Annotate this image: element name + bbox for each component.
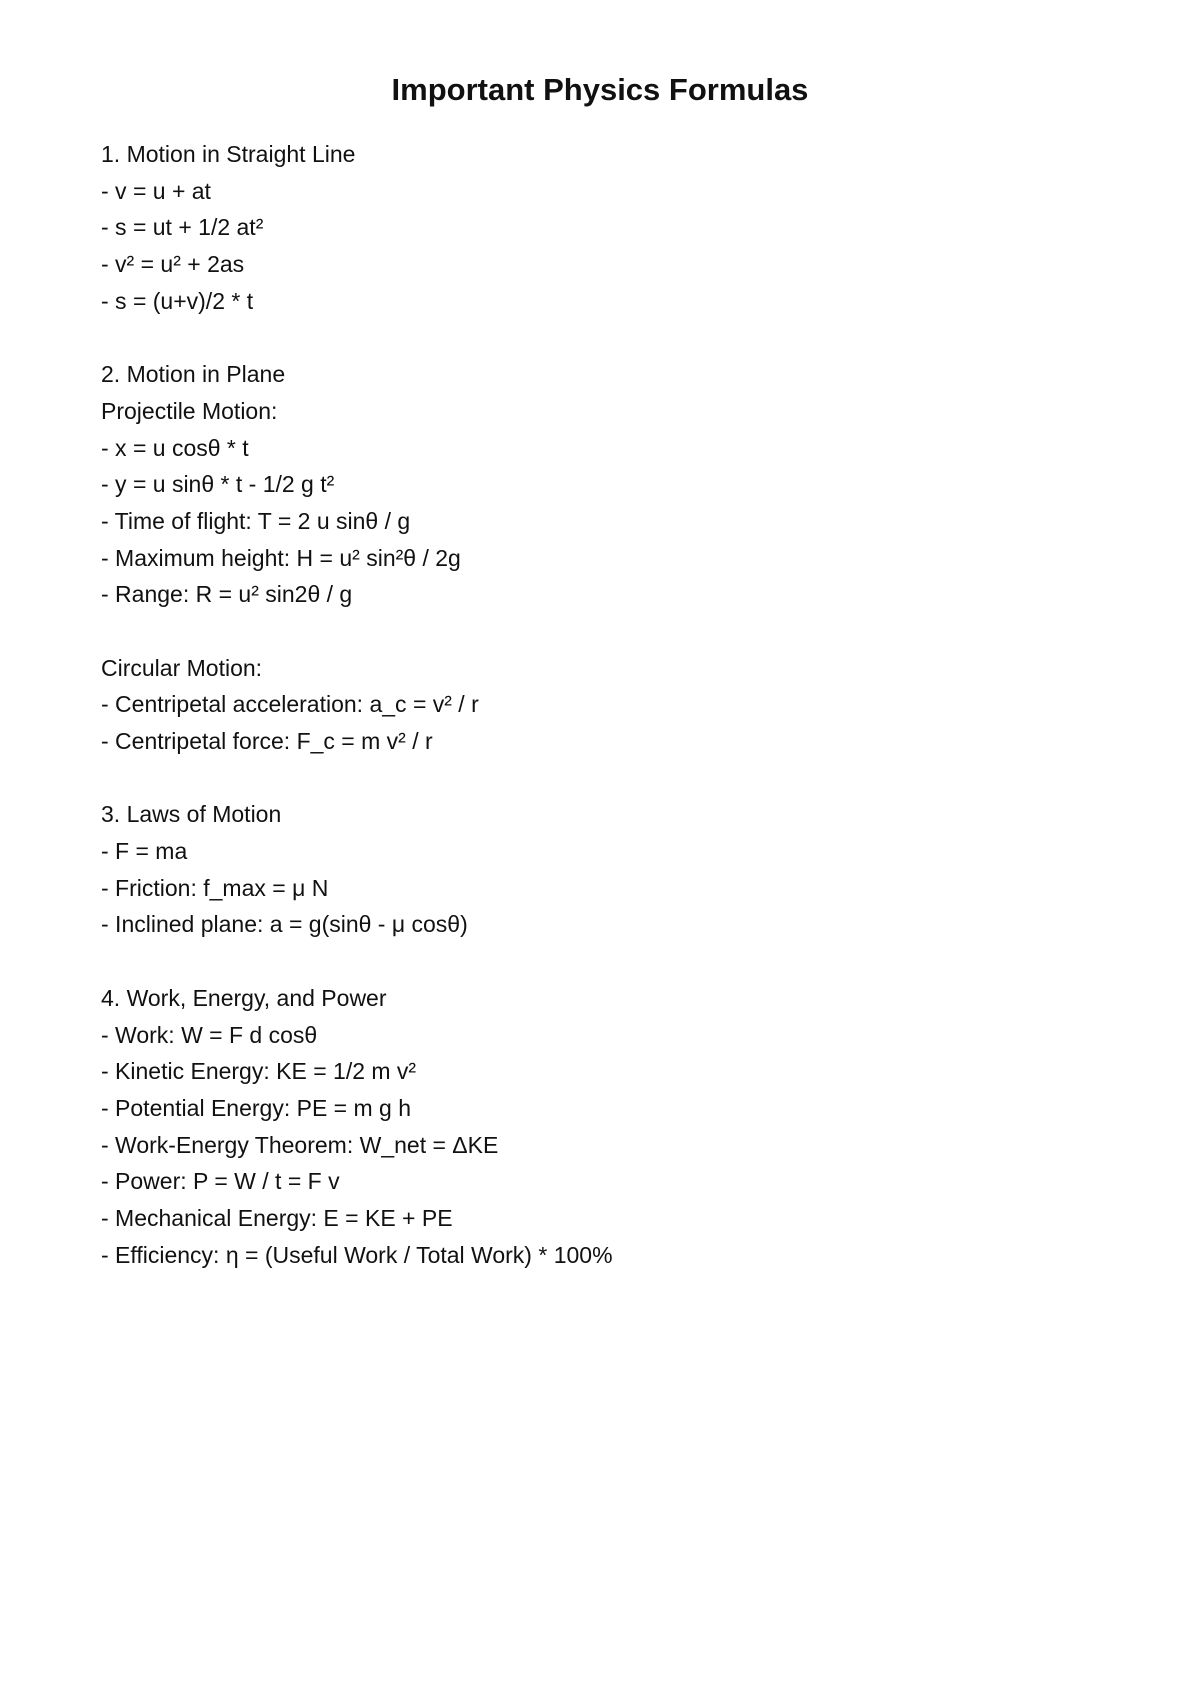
formula-line: - v = u + at: [101, 177, 211, 204]
formula-line: - Centripetal acceleration: a_c = v² / r: [101, 691, 479, 718]
blank-line: [101, 613, 1101, 650]
section-laws-of-motion: [101, 796, 1101, 943]
document-body: [101, 136, 1101, 1273]
blank-line: [101, 943, 1101, 980]
subsection-heading: Projectile Motion:: [101, 397, 278, 424]
formula-line: - Mechanical Energy: E = KE + PE: [101, 1204, 453, 1231]
formula-line: - s = (u+v)/2 * t: [101, 287, 254, 314]
section-heading: 2. Motion in Plane: [101, 361, 286, 388]
formula-line: - Friction: f_max = μ N: [101, 874, 329, 901]
section-motion-straight-line: [101, 136, 1101, 319]
page-title: Important Physics Formulas: [391, 72, 809, 107]
section-heading: 4. Work, Energy, and Power: [101, 984, 387, 1011]
formula-line: - s = ut + 1/2 at²: [101, 214, 264, 241]
formula-line: - Potential Energy: PE = m g h: [101, 1094, 412, 1121]
section-motion-in-plane: [101, 356, 1101, 760]
formula-line: - x = u cosθ * t: [101, 434, 249, 461]
formula-line: - Centripetal force: F_c = m v² / r: [101, 728, 433, 754]
formula-line: - Time of flight: T = 2 u sinθ / g: [101, 507, 411, 534]
formula-line: - y = u sinθ * t - 1/2 g t²: [101, 471, 335, 498]
formula-line: - F = ma: [101, 838, 188, 865]
subsection-heading: Circular Motion:: [101, 654, 263, 681]
formula-line: - Range: R = u² sin2θ / g: [101, 581, 353, 608]
section-heading: 1. Motion in Straight Line: [101, 141, 356, 167]
section-work-energy-power: [101, 980, 1101, 1274]
formula-line: - Power: P = W / t = F v: [101, 1168, 340, 1195]
blank-line: [101, 319, 1101, 356]
formula-line: - Kinetic Energy: KE = 1/2 m v²: [101, 1058, 417, 1085]
formula-line: - Work: W = F d cosθ: [101, 1021, 318, 1048]
section-heading: 3. Laws of Motion: [101, 801, 282, 828]
blank-line: [101, 760, 1101, 797]
formula-line: - Efficiency: η = (Useful Work / Total Work) * 100%: [101, 1241, 613, 1268]
formula-line: - Work-Energy Theorem: W_net = ΔKE: [101, 1131, 499, 1158]
formula-line: - Maximum height: H = u² sin²θ / 2g: [101, 544, 461, 571]
formula-line: - v² = u² + 2as: [101, 251, 245, 278]
formula-line: - Inclined plane: a = g(sinθ - μ cosθ): [101, 911, 468, 938]
